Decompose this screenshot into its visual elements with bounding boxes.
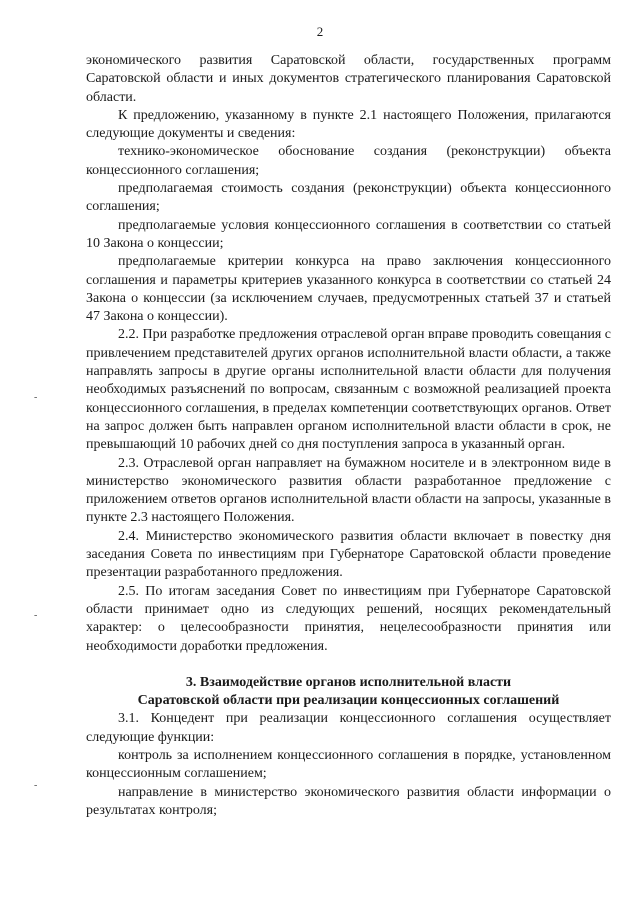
section-heading <box>86 674 611 711</box>
list-item: предполагаемая стоимость создания (реконструкции) объекта концессионного соглашения; <box>86 181 611 215</box>
paragraph: экономического развития Саратовской области, государственных программ Саратовской области и иных документов стратегического планирования Саратовской области. <box>86 53 611 105</box>
clause-2-4: 2.4. Министерство экономического развития области включает в повестку дня заседания Совета по инвестициям при Губернаторе Саратовской области проведение презентации разработанного предложения. <box>86 528 611 581</box>
clause-2-2: 2.2. При разработке предложения отраслевой орган вправе проводить совещания с привлечением представителей других органов исполнительной власти области, а также направлять запросы в другие органы исполнительной власти области для получения необходимых разъяснений по вопросам, связанным с возможной реализацией проекта концессионного соглашения, в пределах компетенции соответствующих органов. Ответ на запрос должен быть направлен органом исполнительной власти области в срок, не превышающий 10 рабочих дней со дня поступления запроса в указанный орган. <box>86 327 611 453</box>
clause-2-5: 2.5. По итогам заседания Совет по инвестициям при Губернаторе Саратовской области принимает одно из следующих решений, носящих рекомендательный характер: о целесообразности принятия, нецелесообразности принятия или необходимости доработки предложения. <box>86 583 611 654</box>
margin-mark: - <box>34 610 38 621</box>
list-item: контроль за исполнением концессионного соглашения в порядке, установленном концессионным соглашением; <box>86 747 611 782</box>
document-body <box>86 52 611 820</box>
list-item: предполагаемые критерии конкурса на право заключения концессионного соглашения и параметры критериев указанного конкурса в соответствии со статьей 24 Закона о концессии (за исключением случаев, предусмотренных статьей 37 и статьей 47 Закона о концессии). <box>86 254 611 325</box>
list-item: направление в министерство экономического развития области информации о результатах контроля; <box>86 784 611 818</box>
paragraph: К предложению, указанному в пункте 2.1 настоящего Положения, прилагаются следующие документы и сведения: <box>86 107 611 142</box>
margin-mark: - <box>34 780 38 791</box>
page-number: 2 <box>316 24 324 39</box>
section-heading-line: 3. Взаимодействие органов исполнительной власти <box>185 674 512 690</box>
clause-2-3: 2.3. Отраслевой орган направляет на бумажном носителе и в электронном виде в министерство экономического развития области разработанное предложение с приложением ответов органов исполнительной власти области на запросы, указанные в пункте 2.3 настоящего Положения. <box>86 455 611 526</box>
clause-3-1: 3.1. Концедент при реализации концессионного соглашения осуществляет следующие функции: <box>86 711 611 745</box>
section-heading-line: Саратовской области при реализации концессионных соглашений <box>137 693 560 709</box>
list-item: технико-экономическое обоснование создания (реконструкции) объекта концессионного соглашения; <box>86 144 611 178</box>
margin-mark: - <box>34 392 38 403</box>
list-item: предполагаемые условия концессионного соглашения в соответствии со статьей 10 Закона о концессии; <box>86 217 611 251</box>
